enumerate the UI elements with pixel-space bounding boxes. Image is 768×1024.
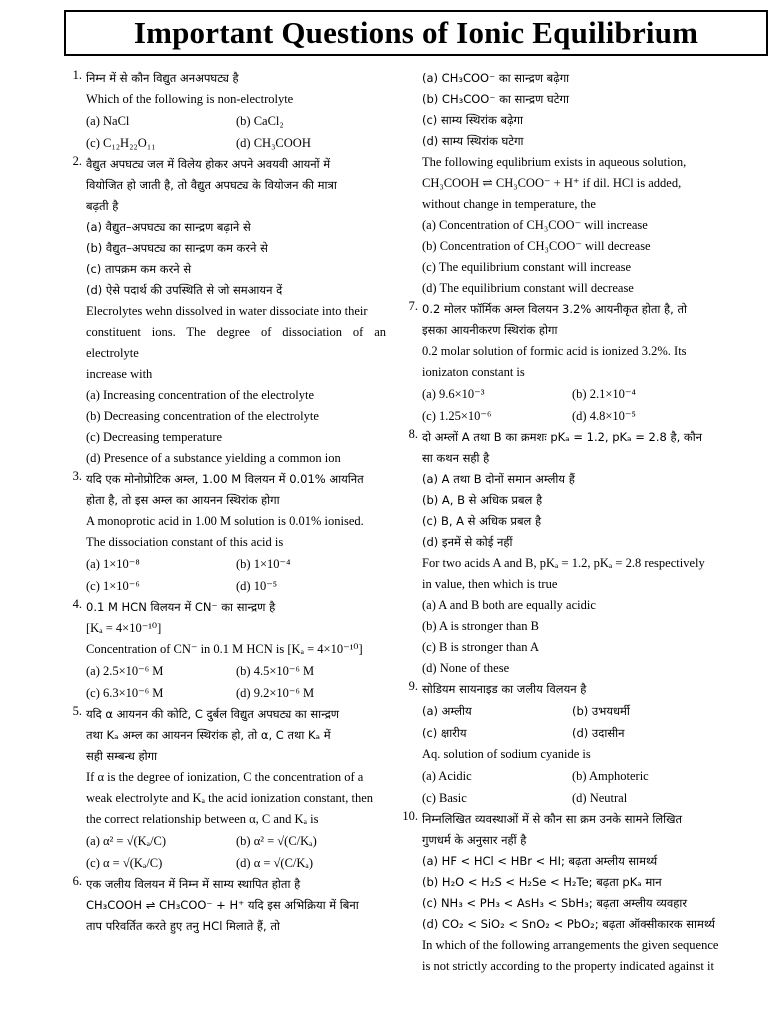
- hindi-line: 0.2 मोलर फॉर्मिक अम्ल विलयन 3.2% आयनीकृत होता है, तो: [422, 302, 687, 316]
- title-box: [64, 10, 768, 56]
- english-line: The following equlibrium exists in aqueous solution,: [422, 155, 687, 169]
- english-line: (b) Decreasing concentration of the electrolyte: [86, 409, 319, 423]
- option: (b) 4.5×10⁻⁶ M: [236, 664, 315, 678]
- hindi-line: ताप परिवर्तित करते हुए तनु HCl मिलाते हैं, तो: [86, 919, 280, 933]
- english-line: constituent ions. The degree of dissociation of an electrolyte: [86, 325, 386, 360]
- options-grid: [422, 765, 722, 809]
- option: (b) CaCl₂: [236, 114, 284, 128]
- english-line: The dissociation constant of this acid is: [86, 535, 284, 549]
- hindi-line: (c) तापक्रम कम करने से: [86, 262, 192, 276]
- english-line: the correct relationship between α, C and Kₐ is: [86, 812, 319, 826]
- hindi-line: होता है, तो इस अम्ल का आयनन स्थिरांक होगा: [86, 493, 280, 507]
- hindi-line: निम्न में से कौन विद्युत अनअपघट्य है: [86, 71, 239, 85]
- question-number: 5.: [72, 704, 82, 718]
- english-line: ionizaton constant is: [422, 365, 525, 379]
- hindi-line: गुणधर्म के अनुसार नहीं है: [422, 833, 527, 847]
- english-line: is not strictly according to the property indicated against it: [422, 959, 714, 973]
- option: (b) उभयधर्मी: [572, 704, 630, 718]
- english-line: (b) Concentration of CH₃COO⁻ will decrease: [422, 239, 651, 253]
- question-number: 6.: [72, 874, 82, 888]
- option: (d) α = √(C/Kₐ): [236, 856, 313, 870]
- english-line: in value, then which is true: [422, 577, 558, 591]
- option: (b) Amphoteric: [572, 769, 649, 783]
- english-line: Concentration of CN⁻ in 0.1 M HCN is [Kₐ = 4×10⁻¹⁰]: [86, 642, 363, 656]
- english-line: (d) Presence of a substance yielding a common ion: [86, 451, 341, 465]
- question-number: 10.: [402, 809, 418, 823]
- english-line: without change in temperature, the: [422, 197, 596, 211]
- question-number: 7.: [408, 299, 418, 313]
- english-line: (c) The equilibrium constant will increase: [422, 260, 632, 274]
- english-line: A monoprotic acid in 1.00 M solution is 0.01% ionised.: [86, 514, 364, 528]
- hindi-line: (d) साम्य स्थिरांक घटेगा: [422, 134, 524, 148]
- hindi-line: बढ़ती है: [86, 199, 119, 213]
- hindi-line: यदि α आयनन की कोटि, C दुर्बल विद्युत अपघट्य का सान्द्रण: [86, 707, 340, 721]
- option: (c) Basic: [422, 791, 467, 805]
- right-column: [396, 68, 722, 977]
- english-line: [Kₐ = 4×10⁻¹⁰]: [86, 621, 162, 635]
- hindi-line: निम्नलिखित व्यवस्थाओं में से कौन सा क्रम उनके सामने लिखित: [422, 812, 683, 826]
- option: (c) क्षारीय: [422, 726, 467, 740]
- option: (c) α = √(Kₐ/C): [86, 856, 163, 870]
- hindi-line: एक जलीय विलयन में निम्न में साम्य स्थापित होता है: [86, 877, 301, 891]
- option: (d) CH₃COOH: [236, 136, 311, 150]
- question-number: 3.: [72, 469, 82, 483]
- hindi-line: सोडियम सायनाइड का जलीय विलयन है: [422, 682, 587, 696]
- english-line: CH₃COOH ⇌ CH₃COO⁻ + H⁺ if dil. HCl is added,: [422, 176, 682, 190]
- english-line: (a) Concentration of CH₃COO⁻ will increase: [422, 218, 648, 232]
- option: (a) 2.5×10⁻⁶ M: [86, 664, 164, 678]
- hindi-line: (c) B, A से अधिक प्रबल है: [422, 514, 542, 528]
- english-line: Aq. solution of sodium cyanide is: [422, 747, 591, 761]
- option: (d) उदासीन: [572, 726, 625, 740]
- english-line: weak electrolyte and Kₐ the acid ionization constant, then: [86, 791, 373, 805]
- option: (a) NaCl: [86, 114, 130, 128]
- option: (a) 1×10⁻⁸: [86, 557, 140, 571]
- hindi-line: (a) CH₃COO⁻ का सान्द्रण बढ़ेगा: [422, 71, 570, 85]
- english-line: In which of the following arrangements the given sequence: [422, 938, 719, 952]
- option: (a) अम्लीय: [422, 704, 472, 718]
- hindi-line: सा कथन सही है: [422, 451, 490, 465]
- english-line: For two acids A and B, pKₐ = 1.2, pKₐ = 2.8 respectively: [422, 556, 705, 570]
- question-number: 9.: [408, 679, 418, 693]
- english-line: (b) A is stronger than B: [422, 619, 540, 633]
- hindi-line: (b) वैद्युत–अपघट्य का सान्द्रण कम करने से: [86, 241, 268, 255]
- hindi-line: (d) ऐसे पदार्थ की उपस्थिति से जो समआयन दें: [86, 283, 283, 297]
- question: [60, 874, 386, 937]
- option: (d) 10⁻⁵: [236, 579, 278, 593]
- question: [60, 597, 386, 704]
- question-number: 2.: [72, 154, 82, 168]
- hindi-line: 0.1 M HCN विलयन में CN⁻ का सान्द्रण है: [86, 600, 276, 614]
- question: [396, 68, 722, 299]
- options-grid: [86, 660, 386, 704]
- english-line: (c) Decreasing temperature: [86, 430, 223, 444]
- option: (d) 4.8×10⁻⁵: [572, 409, 636, 423]
- hindi-line: (c) NH₃ < PH₃ < AsH₃ < SbH₃; बढ़ता अम्लीय व्यवहार: [422, 896, 688, 910]
- left-column: [60, 68, 386, 937]
- question: [60, 68, 386, 154]
- option: (d) Neutral: [572, 791, 628, 805]
- hindi-line: (c) साम्य स्थिरांक बढ़ेगा: [422, 113, 524, 127]
- question: [396, 427, 722, 679]
- question-number: 4.: [72, 597, 82, 611]
- question: [396, 809, 722, 977]
- question: [396, 679, 722, 744]
- hindi-line: (d) इनमें से कोई नहीं: [422, 535, 513, 549]
- english-line: increase with: [86, 367, 153, 381]
- option: (d) 9.2×10⁻⁶ M: [236, 686, 315, 700]
- hindi-line: यदि एक मोनोप्रोटिक अम्ल, 1.00 M विलयन में 0.01% आयनित: [86, 472, 364, 486]
- english-line: (d) None of these: [422, 661, 510, 675]
- question: [60, 704, 386, 874]
- question: [60, 154, 386, 469]
- question: [396, 299, 722, 427]
- hindi-line: दो अम्लों A तथा B का क्रमशः pKₐ = 1.2, pKₐ = 2.8 है, कौन: [422, 430, 703, 444]
- option: (c) 1.25×10⁻⁶: [422, 409, 492, 423]
- page-title: Important Questions of Ionic Equilibrium: [133, 15, 699, 50]
- english-line: (a) A and B both are equally acidic: [422, 598, 596, 612]
- options-grid: [422, 383, 722, 427]
- options-grid: [86, 110, 386, 154]
- question: [60, 469, 386, 597]
- hindi-line: (a) A तथा B दोनों समान अम्लीय हैं: [422, 472, 575, 486]
- english-line: If α is the degree of ionization, C the concentration of a: [86, 770, 364, 784]
- english-line: Which of the following is non-electrolyte: [86, 92, 294, 106]
- question-number: 8.: [408, 427, 418, 441]
- english-line: Elecrolytes wehn dissolved in water dissociate into their: [86, 304, 368, 318]
- english-line: (d) The equilibrium constant will decrease: [422, 281, 634, 295]
- hindi-line: वैद्युत अपघट्य जल में विलेय होकर अपने अवयवी आयनों में: [86, 157, 331, 171]
- hindi-line: (b) A, B से अधिक प्रबल है: [422, 493, 543, 507]
- hindi-line: तथा Kₐ अम्ल का आयनन स्थिरांक हो, तो α, C तथा Kₐ में: [86, 728, 331, 742]
- options-grid: [86, 553, 386, 597]
- option: (c) 6.3×10⁻⁶ M: [86, 686, 164, 700]
- hindi-line: (a) HF < HCl < HBr < HI; बढ़ता अम्लीय सामर्थ्य: [422, 854, 658, 868]
- option: (c) C₁₂H₂₂O₁₁: [86, 136, 156, 150]
- hindi-line: (d) CO₂ < SiO₂ < SnO₂ < PbO₂; बढ़ता ऑक्सीकारक सामर्थ्य: [422, 917, 715, 931]
- english-line: (a) Increasing concentration of the electrolyte: [86, 388, 315, 402]
- option: (b) 2.1×10⁻⁴: [572, 387, 636, 401]
- english-line: 0.2 molar solution of formic acid is ionized 3.2%. Its: [422, 344, 687, 358]
- hindi-line: CH₃COOH ⇌ CH₃COO⁻ + H⁺ यदि इस अभिक्रिया में बिना: [86, 898, 359, 912]
- options-grid: [422, 700, 722, 744]
- option: (a) 9.6×10⁻³: [422, 387, 485, 401]
- hindi-line: (b) CH₃COO⁻ का सान्द्रण घटेगा: [422, 92, 569, 106]
- option: (c) 1×10⁻⁶: [86, 579, 140, 593]
- option: (b) α² = √(C/Kₐ): [236, 834, 317, 848]
- option: (a) α² = √(Kₐ/C): [86, 834, 167, 848]
- hindi-line: वियोजित हो जाती है, तो वैद्युत अपघट्य के वियोजन की मात्रा: [86, 178, 337, 192]
- english-line: (c) B is stronger than A: [422, 640, 539, 654]
- question-number: 1.: [72, 68, 82, 82]
- options-grid: [86, 830, 386, 874]
- question: [396, 744, 722, 809]
- hindi-line: (a) वैद्युत–अपघट्य का सान्द्रण बढ़ाने से: [86, 220, 251, 234]
- hindi-line: सही सम्बन्ध होगा: [86, 749, 158, 763]
- option: (b) 1×10⁻⁴: [236, 557, 291, 571]
- hindi-line: (b) H₂O < H₂S < H₂Se < H₂Te; बढ़ता pKₐ मान: [422, 875, 662, 889]
- hindi-line: इसका आयनीकरण स्थिरांक होगा: [422, 323, 558, 337]
- option: (a) Acidic: [422, 769, 472, 783]
